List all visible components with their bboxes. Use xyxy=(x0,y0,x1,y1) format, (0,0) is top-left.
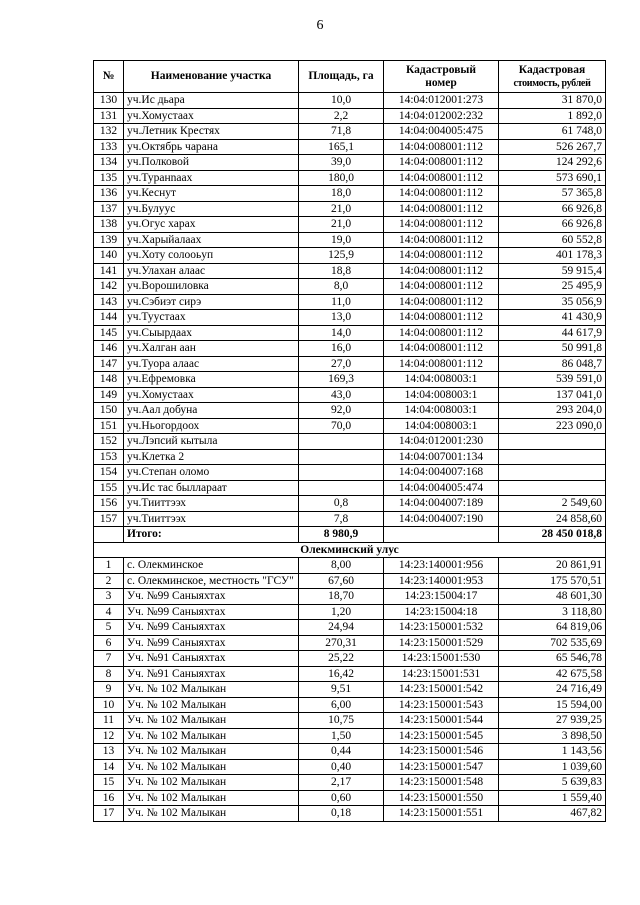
header-cadastral-line1: Кадастровый xyxy=(405,63,477,76)
plot-name: Уч. № 102 Малыкан xyxy=(124,713,299,729)
cadastral-cost: 24 716,49 xyxy=(499,682,606,698)
cadastral-number: 14:23:150001:532 xyxy=(384,620,499,636)
cadastral-number: 14:23:150001:542 xyxy=(384,682,499,698)
cadastral-cost: 57 365,8 xyxy=(499,186,606,202)
plot-area: 11,0 xyxy=(299,294,384,310)
table-row xyxy=(94,713,606,729)
cadastral-cost: 3 118,80 xyxy=(499,604,606,620)
row-number: 143 xyxy=(94,294,124,310)
cadastral-cost: 50 991,8 xyxy=(499,341,606,357)
plot-name: уч.Степан оломо xyxy=(124,465,299,481)
plot-name: уч.Тииттээх xyxy=(124,511,299,527)
cadastral-cost: 42 675,58 xyxy=(499,666,606,682)
plot-area: 180,0 xyxy=(299,170,384,186)
plot-area: 19,0 xyxy=(299,232,384,248)
plot-name: уч.Хомустаах xyxy=(124,108,299,124)
cadastral-cost: 27 939,25 xyxy=(499,713,606,729)
cadastral-number: 14:23:150001:548 xyxy=(384,775,499,791)
cadastral-number: 14:23:140001:956 xyxy=(384,558,499,574)
cadastral-number: 14:04:008001:112 xyxy=(384,294,499,310)
table-row xyxy=(94,341,606,357)
cadastral-number: 14:04:004007:189 xyxy=(384,496,499,512)
plot-name: уч.Улахан алаас xyxy=(124,263,299,279)
plot-name: Уч. № 102 Малыкан xyxy=(124,806,299,822)
cadastral-number: 14:23:15001:531 xyxy=(384,666,499,682)
cadastral-cost: 35 056,9 xyxy=(499,294,606,310)
row-number: 133 xyxy=(94,139,124,155)
row-number: 156 xyxy=(94,496,124,512)
cadastral-number: 14:04:008001:112 xyxy=(384,341,499,357)
plot-area: 2,17 xyxy=(299,775,384,791)
table-row xyxy=(94,108,606,124)
table-body-part2 xyxy=(94,558,606,822)
section-row xyxy=(94,542,606,558)
cadastral-cost: 15 594,00 xyxy=(499,697,606,713)
plot-area: 1,50 xyxy=(299,728,384,744)
land-plots-table xyxy=(93,60,606,822)
table-row xyxy=(94,201,606,217)
cadastral-cost xyxy=(499,465,606,481)
row-number: 149 xyxy=(94,387,124,403)
plot-area: 7,8 xyxy=(299,511,384,527)
table-row xyxy=(94,465,606,481)
cadastral-number: 14:04:008001:112 xyxy=(384,263,499,279)
plot-name: уч.Туранnaax xyxy=(124,170,299,186)
plot-area: 125,9 xyxy=(299,248,384,264)
plot-area: 67,60 xyxy=(299,573,384,589)
cadastral-number: 14:04:012001:273 xyxy=(384,93,499,109)
header-area: Площадь, га xyxy=(299,61,384,93)
cadastral-number: 14:04:008001:112 xyxy=(384,139,499,155)
header-no: № xyxy=(94,61,124,93)
row-number: 134 xyxy=(94,155,124,171)
cadastral-cost: 66 926,8 xyxy=(499,217,606,233)
plot-name: Уч. №99 Саныяхтах xyxy=(124,604,299,620)
table-row xyxy=(94,558,606,574)
plot-name: с. Олекминское xyxy=(124,558,299,574)
cadastral-cost: 573 690,1 xyxy=(499,170,606,186)
table-row xyxy=(94,356,606,372)
cadastral-cost: 59 915,4 xyxy=(499,263,606,279)
row-number: 17 xyxy=(94,806,124,822)
cadastral-cost: 20 861,91 xyxy=(499,558,606,574)
plot-area: 6,00 xyxy=(299,697,384,713)
plot-name: Уч. № 102 Малыкан xyxy=(124,759,299,775)
plot-name: уч.Кеснут xyxy=(124,186,299,202)
row-number: 2 xyxy=(94,573,124,589)
plot-name: уч.Ефремовка xyxy=(124,372,299,388)
cadastral-cost: 2 549,60 xyxy=(499,496,606,512)
cadastral-number: 14:04:008001:112 xyxy=(384,232,499,248)
plot-area: 165,1 xyxy=(299,139,384,155)
cadastral-cost: 124 292,6 xyxy=(499,155,606,171)
plot-name: Уч. № 102 Малыкан xyxy=(124,682,299,698)
table-row xyxy=(94,480,606,496)
row-number: 132 xyxy=(94,124,124,140)
plot-area: 0,18 xyxy=(299,806,384,822)
plot-name: уч.Тииттээх xyxy=(124,496,299,512)
cadastral-cost: 539 591,0 xyxy=(499,372,606,388)
plot-area: 0,40 xyxy=(299,759,384,775)
plot-name: Уч. № 102 Малыкан xyxy=(124,775,299,791)
cadastral-cost: 526 267,7 xyxy=(499,139,606,155)
row-number: 15 xyxy=(94,775,124,791)
cadastral-cost: 175 570,51 xyxy=(499,573,606,589)
table-row xyxy=(94,294,606,310)
plot-area: 43,0 xyxy=(299,387,384,403)
plot-area: 21,0 xyxy=(299,201,384,217)
plot-name: уч.Ньогордоох xyxy=(124,418,299,434)
row-number: 141 xyxy=(94,263,124,279)
plot-area: 270,31 xyxy=(299,635,384,651)
cadastral-number: 14:04:008001:112 xyxy=(384,217,499,233)
row-number: 13 xyxy=(94,744,124,760)
cadastral-number: 14:04:008003:1 xyxy=(384,418,499,434)
table-row xyxy=(94,496,606,512)
cadastral-number: 14:04:008003:1 xyxy=(384,387,499,403)
cadastral-cost: 401 178,3 xyxy=(499,248,606,264)
plot-name: уч.Хоту солооьуп xyxy=(124,248,299,264)
plot-name: уч.Халган аан xyxy=(124,341,299,357)
cadastral-number: 14:23:150001:544 xyxy=(384,713,499,729)
plot-area: 92,0 xyxy=(299,403,384,419)
cadastral-cost: 3 898,50 xyxy=(499,728,606,744)
plot-area: 18,70 xyxy=(299,589,384,605)
cadastral-cost: 25 495,9 xyxy=(499,279,606,295)
cadastral-cost: 61 748,0 xyxy=(499,124,606,140)
table-row xyxy=(94,263,606,279)
cadastral-cost: 60 552,8 xyxy=(499,232,606,248)
header-cadastral xyxy=(384,61,499,93)
cadastral-number: 14:04:008001:112 xyxy=(384,186,499,202)
plot-name: Уч. № 102 Малыкан xyxy=(124,697,299,713)
cadastral-cost: 5 639,83 xyxy=(499,775,606,791)
cadastral-number: 14:23:15004:17 xyxy=(384,589,499,605)
cadastral-number: 14:23:150001:543 xyxy=(384,697,499,713)
table-row xyxy=(94,511,606,527)
plot-name: Уч. № 102 Малыкан xyxy=(124,790,299,806)
plot-area: 24,94 xyxy=(299,620,384,636)
row-number: 5 xyxy=(94,620,124,636)
row-number: 130 xyxy=(94,93,124,109)
cadastral-number: 14:04:008001:112 xyxy=(384,310,499,326)
plot-name: Уч. №99 Саныяхтах xyxy=(124,589,299,605)
table-row xyxy=(94,682,606,698)
plot-name: уч.Сыырдаах xyxy=(124,325,299,341)
row-number: 148 xyxy=(94,372,124,388)
plot-area xyxy=(299,480,384,496)
row-number: 4 xyxy=(94,604,124,620)
plot-area xyxy=(299,434,384,450)
plot-name: Уч. № 102 Малыкан xyxy=(124,728,299,744)
total-cad-cell xyxy=(384,527,499,543)
table-row xyxy=(94,232,606,248)
row-number: 14 xyxy=(94,759,124,775)
cadastral-cost xyxy=(499,434,606,450)
cadastral-number: 14:04:007001:134 xyxy=(384,449,499,465)
row-number: 154 xyxy=(94,465,124,481)
plot-area: 27,0 xyxy=(299,356,384,372)
cadastral-number: 14:04:012002:232 xyxy=(384,108,499,124)
row-number: 9 xyxy=(94,682,124,698)
row-number: 157 xyxy=(94,511,124,527)
table-row xyxy=(94,124,606,140)
plot-area: 25,22 xyxy=(299,651,384,667)
cadastral-cost: 702 535,69 xyxy=(499,635,606,651)
header-cost-line2: стоимость, рублей xyxy=(513,77,591,89)
cadastral-cost: 293 204,0 xyxy=(499,403,606,419)
table-row xyxy=(94,186,606,202)
table-row xyxy=(94,728,606,744)
header-name: Наименование участка xyxy=(124,61,299,93)
table-row xyxy=(94,806,606,822)
table-total xyxy=(94,527,606,558)
cadastral-cost: 467,82 xyxy=(499,806,606,822)
table-row xyxy=(94,697,606,713)
row-number: 137 xyxy=(94,201,124,217)
table-row xyxy=(94,759,606,775)
cadastral-cost: 64 819,06 xyxy=(499,620,606,636)
row-number: 12 xyxy=(94,728,124,744)
table-header-row xyxy=(94,61,606,93)
cadastral-number: 14:04:008001:112 xyxy=(384,248,499,264)
plot-area: 18,8 xyxy=(299,263,384,279)
total-cost: 28 450 018,8 xyxy=(499,527,606,543)
cadastral-number: 14:04:012001:230 xyxy=(384,434,499,450)
plot-area: 70,0 xyxy=(299,418,384,434)
cadastral-cost: 1 143,56 xyxy=(499,744,606,760)
plot-area: 39,0 xyxy=(299,155,384,171)
plot-area: 1,20 xyxy=(299,604,384,620)
row-number: 155 xyxy=(94,480,124,496)
plot-name: уч.Клетка 2 xyxy=(124,449,299,465)
plot-area: 71,8 xyxy=(299,124,384,140)
cadastral-number: 14:04:008001:112 xyxy=(384,170,499,186)
plot-area: 0,60 xyxy=(299,790,384,806)
table-row xyxy=(94,790,606,806)
total-no-cell xyxy=(94,527,124,543)
cadastral-cost: 86 048,7 xyxy=(499,356,606,372)
table-row xyxy=(94,651,606,667)
cadastral-cost: 1 892,0 xyxy=(499,108,606,124)
cadastral-cost xyxy=(499,449,606,465)
header-cost-line1: Кадастровая xyxy=(518,63,586,76)
row-number: 144 xyxy=(94,310,124,326)
cadastral-cost: 41 430,9 xyxy=(499,310,606,326)
cadastral-cost: 31 870,0 xyxy=(499,93,606,109)
row-number: 10 xyxy=(94,697,124,713)
cadastral-cost: 1 039,60 xyxy=(499,759,606,775)
plot-name: уч.Ис дьара xyxy=(124,93,299,109)
table-row xyxy=(94,620,606,636)
section-title: Олекминский улус xyxy=(94,542,606,558)
cadastral-cost: 44 617,9 xyxy=(499,325,606,341)
row-number: 131 xyxy=(94,108,124,124)
row-number: 135 xyxy=(94,170,124,186)
cadastral-number: 14:04:004005:475 xyxy=(384,124,499,140)
plot-name: уч.Сэбиэт сирэ xyxy=(124,294,299,310)
plot-area: 2,2 xyxy=(299,108,384,124)
row-number: 139 xyxy=(94,232,124,248)
row-number: 136 xyxy=(94,186,124,202)
plot-area: 10,0 xyxy=(299,93,384,109)
plot-area: 13,0 xyxy=(299,310,384,326)
cadastral-cost: 66 926,8 xyxy=(499,201,606,217)
plot-name: уч.Летник Крестях xyxy=(124,124,299,140)
plot-name: уч.Туора алаас xyxy=(124,356,299,372)
plot-area: 21,0 xyxy=(299,217,384,233)
cadastral-number: 14:23:140001:953 xyxy=(384,573,499,589)
table-row xyxy=(94,449,606,465)
cadastral-number: 14:23:150001:551 xyxy=(384,806,499,822)
table-row xyxy=(94,372,606,388)
plot-area: 9,51 xyxy=(299,682,384,698)
cadastral-cost: 137 041,0 xyxy=(499,387,606,403)
plot-name: уч.Полковой xyxy=(124,155,299,171)
plot-area xyxy=(299,449,384,465)
plot-name: уч.Аал добуна xyxy=(124,403,299,419)
cadastral-cost: 223 090,0 xyxy=(499,418,606,434)
cadastral-number: 14:04:008001:112 xyxy=(384,155,499,171)
table-body-part1 xyxy=(94,93,606,527)
table-row xyxy=(94,170,606,186)
cadastral-number: 14:04:008001:112 xyxy=(384,356,499,372)
plot-name: уч.Лэпсий кытыла xyxy=(124,434,299,450)
table-row xyxy=(94,775,606,791)
row-number: 150 xyxy=(94,403,124,419)
plot-area: 0,44 xyxy=(299,744,384,760)
plot-area xyxy=(299,465,384,481)
plot-area: 16,42 xyxy=(299,666,384,682)
row-number: 7 xyxy=(94,651,124,667)
table-row xyxy=(94,635,606,651)
row-number: 153 xyxy=(94,449,124,465)
cadastral-number: 14:23:15004:18 xyxy=(384,604,499,620)
cadastral-number: 14:23:150001:546 xyxy=(384,744,499,760)
plot-name: уч.Харыйалаах xyxy=(124,232,299,248)
plot-name: уч.Туустаах xyxy=(124,310,299,326)
plot-name: Уч. №91 Саныяхтах xyxy=(124,651,299,667)
row-number: 146 xyxy=(94,341,124,357)
plot-area: 10,75 xyxy=(299,713,384,729)
row-number: 6 xyxy=(94,635,124,651)
table-row xyxy=(94,418,606,434)
table-row xyxy=(94,387,606,403)
row-number: 142 xyxy=(94,279,124,295)
table-row xyxy=(94,248,606,264)
cadastral-cost: 1 559,40 xyxy=(499,790,606,806)
row-number: 8 xyxy=(94,666,124,682)
row-number: 145 xyxy=(94,325,124,341)
cadastral-number: 14:04:008001:112 xyxy=(384,279,499,295)
table-row xyxy=(94,744,606,760)
table-row xyxy=(94,325,606,341)
plot-area: 8,00 xyxy=(299,558,384,574)
plot-name: уч.Октябрь чарана xyxy=(124,139,299,155)
total-row xyxy=(94,527,606,543)
row-number: 140 xyxy=(94,248,124,264)
cadastral-cost: 65 546,78 xyxy=(499,651,606,667)
row-number: 1 xyxy=(94,558,124,574)
cadastral-cost xyxy=(499,480,606,496)
cadastral-number: 14:04:004005:474 xyxy=(384,480,499,496)
cadastral-cost: 48 601,30 xyxy=(499,589,606,605)
table-row xyxy=(94,573,606,589)
cadastral-cost: 24 858,60 xyxy=(499,511,606,527)
plot-name: уч.Ис тас быллараат xyxy=(124,480,299,496)
cadastral-number: 14:23:150001:547 xyxy=(384,759,499,775)
row-number: 147 xyxy=(94,356,124,372)
row-number: 3 xyxy=(94,589,124,605)
plot-area: 8,0 xyxy=(299,279,384,295)
plot-name: уч.Хомустаах xyxy=(124,387,299,403)
plot-name: Уч. №91 Саныяхтах xyxy=(124,666,299,682)
cadastral-number: 14:04:008001:112 xyxy=(384,201,499,217)
plot-name: Уч. №99 Саныяхтах xyxy=(124,635,299,651)
plot-name: Уч. №99 Саныяхтах xyxy=(124,620,299,636)
cadastral-number: 14:04:004007:190 xyxy=(384,511,499,527)
plot-name: уч.Огус харах xyxy=(124,217,299,233)
cadastral-number: 14:23:15001:530 xyxy=(384,651,499,667)
table-row xyxy=(94,310,606,326)
header-cost xyxy=(499,61,606,93)
table-row xyxy=(94,604,606,620)
plot-area: 0,8 xyxy=(299,496,384,512)
plot-name: уч.Булуус xyxy=(124,201,299,217)
table-row xyxy=(94,155,606,171)
row-number: 152 xyxy=(94,434,124,450)
table-row xyxy=(94,279,606,295)
plot-area: 169,3 xyxy=(299,372,384,388)
plot-area: 16,0 xyxy=(299,341,384,357)
plot-name: уч.Ворошиловка xyxy=(124,279,299,295)
total-area: 8 980,9 xyxy=(299,527,384,543)
table-row xyxy=(94,589,606,605)
total-label: Итого: xyxy=(124,527,299,543)
table-row xyxy=(94,434,606,450)
cadastral-number: 14:04:008003:1 xyxy=(384,372,499,388)
page-number: 6 xyxy=(316,18,324,33)
table-row xyxy=(94,139,606,155)
cadastral-number: 14:23:150001:545 xyxy=(384,728,499,744)
table-row xyxy=(94,403,606,419)
plot-area: 18,0 xyxy=(299,186,384,202)
cadastral-number: 14:23:150001:529 xyxy=(384,635,499,651)
cadastral-number: 14:23:150001:550 xyxy=(384,790,499,806)
row-number: 138 xyxy=(94,217,124,233)
cadastral-number: 14:04:008003:1 xyxy=(384,403,499,419)
table-row xyxy=(94,217,606,233)
table-row xyxy=(94,93,606,109)
plot-name: Уч. № 102 Малыкан xyxy=(124,744,299,760)
row-number: 16 xyxy=(94,790,124,806)
plot-name: с. Олекминское, местность "ГСУ" xyxy=(124,573,299,589)
row-number: 151 xyxy=(94,418,124,434)
table-row xyxy=(94,666,606,682)
cadastral-number: 14:04:008001:112 xyxy=(384,325,499,341)
header-cadastral-line2: номер xyxy=(425,76,457,89)
plot-area: 14,0 xyxy=(299,325,384,341)
row-number: 11 xyxy=(94,713,124,729)
cadastral-number: 14:04:004007:168 xyxy=(384,465,499,481)
